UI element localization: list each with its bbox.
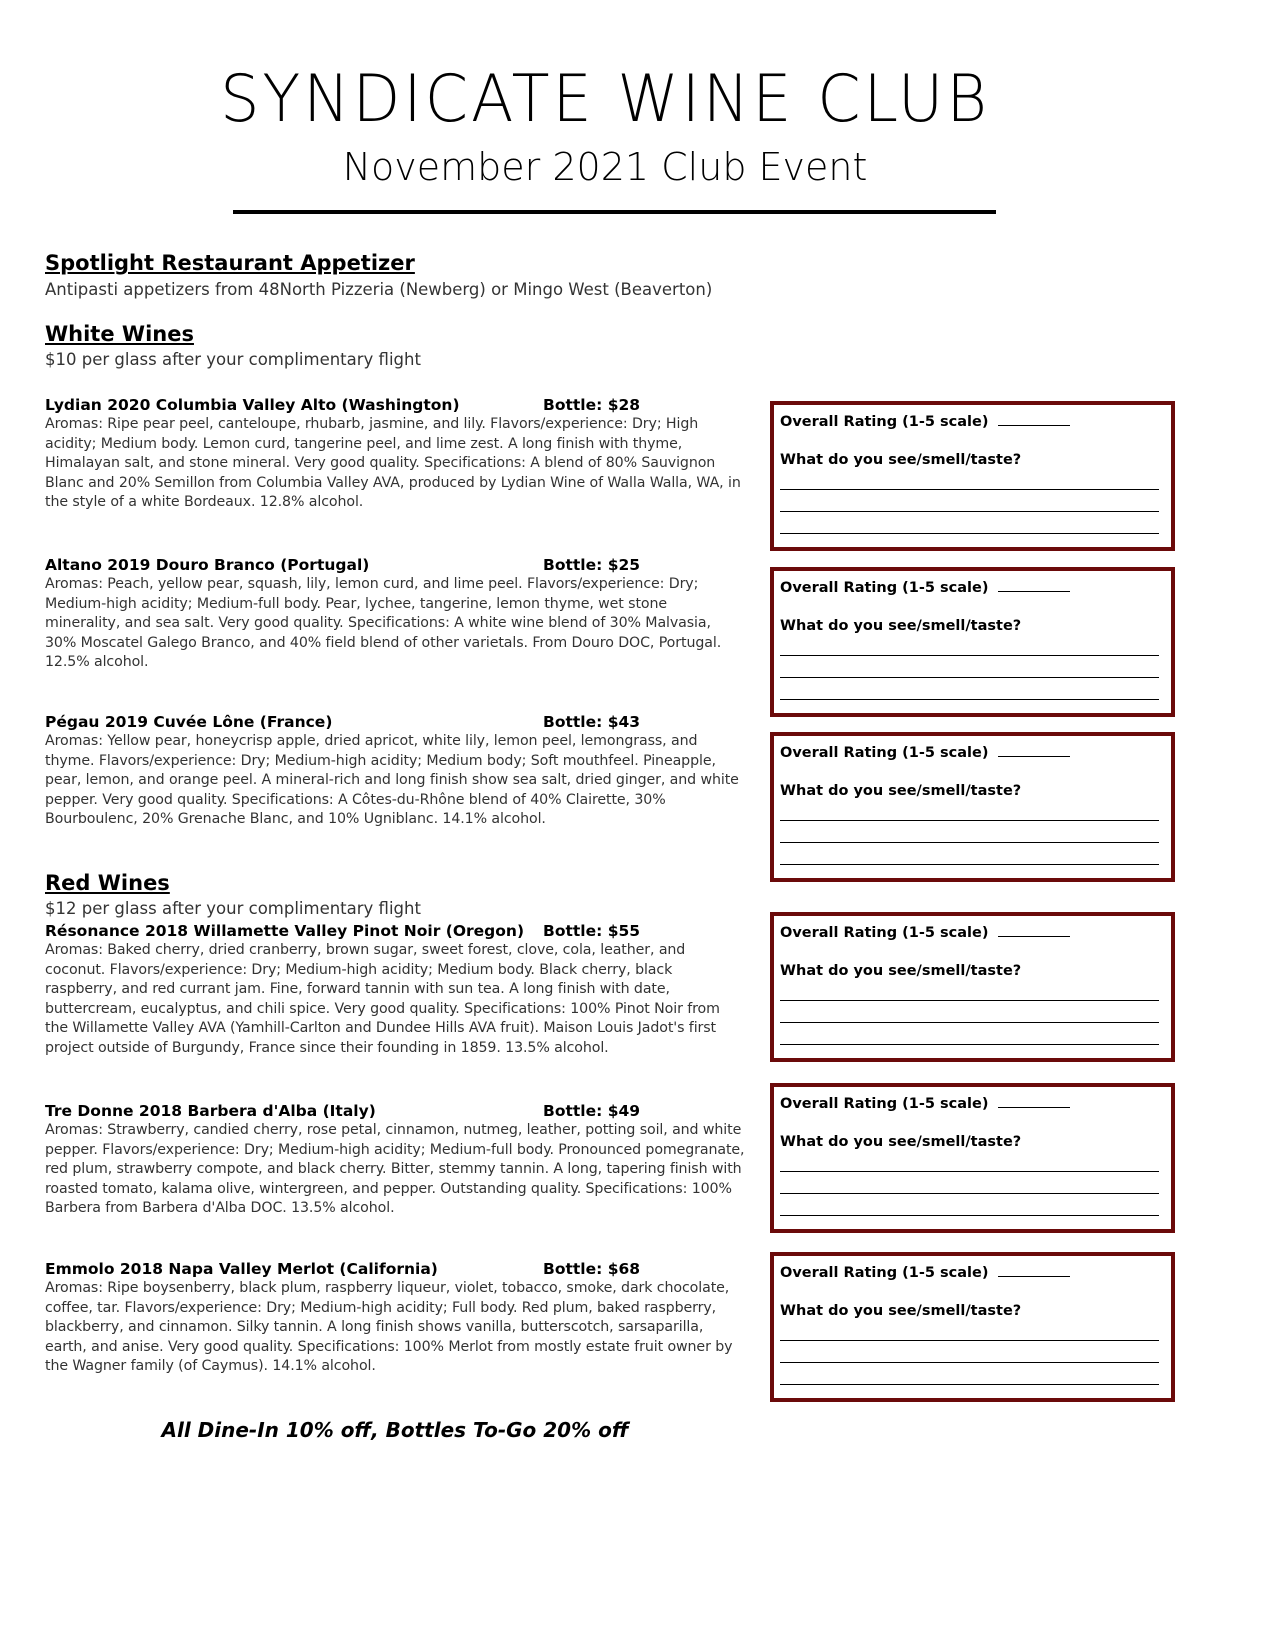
discount-footer: All Dine-In 10% off, Bottles To-Go 20% off (161, 1418, 629, 1442)
rating-input-line[interactable] (998, 924, 1070, 937)
notes-line[interactable] (780, 533, 1159, 534)
rating-input-line[interactable] (998, 744, 1070, 757)
rating-box (770, 732, 1175, 882)
bottle-price: Bottle: $28 (543, 396, 641, 414)
wine-entry (45, 921, 745, 1059)
notes-line[interactable] (780, 1340, 1159, 1341)
wine-entry (45, 555, 745, 673)
rating-input-line[interactable] (998, 1264, 1070, 1277)
wine-name: Pégau 2019 Cuvée Lône (France) (45, 713, 333, 731)
rating-box (770, 912, 1175, 1062)
notes-line[interactable] (780, 842, 1159, 843)
rating-label: Overall Rating (1-5 scale) (780, 580, 989, 596)
wine-description: Aromas: Ripe pear peel, canteloupe, rhubarb, jasmine, and lily. Flavors/experience: Dry; High acidity; Medium body. Lemon curd, tangerine peel, and lime zest. A long finish with thyme, Himalayan salt, and stone mineral. Very good quality. Specifications: A blend of 80% Sauvignon Blanc and 20% Semillon from Columbia Valley AVA, produced by Lydian Wine of Walla Walla, WA, in the style of a white Bordeaux. 12.8% alcohol. (45, 416, 741, 511)
notes-line[interactable] (780, 1362, 1159, 1363)
appetizer-text: Antipasti appetizers from 48North Pizzeria (Newberg) or Mingo West (Beaverton) (45, 280, 713, 299)
white-wines-price-note: $10 per glass after your complimentary flight (45, 350, 421, 369)
bottle-price: Bottle: $55 (543, 922, 641, 940)
red-wines-heading: Red Wines (45, 871, 170, 895)
rating-label: Overall Rating (1-5 scale) (780, 1265, 989, 1281)
wine-entry (45, 712, 745, 830)
rating-box (770, 1083, 1175, 1233)
tasting-question: What do you see/smell/taste? (780, 618, 1022, 634)
tasting-question: What do you see/smell/taste? (780, 452, 1022, 468)
rating-label: Overall Rating (1-5 scale) (780, 1096, 989, 1112)
rating-box (770, 401, 1175, 551)
rating-input-line[interactable] (998, 579, 1070, 592)
rating-label: Overall Rating (1-5 scale) (780, 925, 989, 941)
white-wines-heading: White Wines (45, 322, 194, 346)
bottle-price: Bottle: $68 (543, 1260, 641, 1278)
rating-input-line[interactable] (998, 1095, 1070, 1108)
red-wines-price-note: $12 per glass after your complimentary flight (45, 899, 421, 918)
notes-line[interactable] (780, 489, 1159, 490)
club-title: SYNDICATE WINE CLUB (220, 60, 990, 137)
wine-description: Aromas: Strawberry, candied cherry, rose petal, cinnamon, nutmeg, leather, potting soil, and white pepper. Flavors/experience: Dry; Medium-high acidity; Medium-full body. Pronounced pomegranate, red plum, strawberry compote, and black cherry. Bitter, stemmy tannin. A long, tapering finish with roasted tomato, kalama olive, wintergreen, and pepper. Outstanding quality. Specifications: 100% Barbera from Barbera d'Alba DOC. 13.5% alcohol. (45, 1122, 745, 1217)
notes-line[interactable] (780, 1215, 1159, 1216)
rating-label: Overall Rating (1-5 scale) (780, 414, 989, 430)
notes-line[interactable] (780, 699, 1159, 700)
wine-name: Tre Donne 2018 Barbera d'Alba (Italy) (45, 1102, 376, 1120)
header-divider (233, 210, 996, 214)
bottle-price: Bottle: $43 (543, 713, 641, 731)
wine-entry (45, 395, 745, 513)
wine-description: Aromas: Baked cherry, dried cranberry, brown sugar, sweet forest, clove, cola, leather, and coconut. Flavors/experience: Dry; Medium-high acidity; Medium body. Black cherry, black raspberry, and red currant jam. Fine, forward tannin with sun tea. A long finish with date, buttercream, eucalyptus, and chili spice. Very good quality. Specifications: 100% Pinot Noir from the Willamette Valley AVA (Yamhill-Carlton and Dundee Hills AVA fruit). Maison Louis Jadot's first project outside of Burgundy, France since their founding in 1859. 13.5% alcohol. (45, 942, 720, 1056)
notes-line[interactable] (780, 864, 1159, 865)
notes-line[interactable] (780, 1044, 1159, 1045)
notes-line[interactable] (780, 677, 1159, 678)
bottle-price: Bottle: $49 (543, 1102, 641, 1120)
tasting-question: What do you see/smell/taste? (780, 1303, 1022, 1319)
bottle-price: Bottle: $25 (543, 556, 641, 574)
notes-line[interactable] (780, 820, 1159, 821)
wine-name: Emmolo 2018 Napa Valley Merlot (California) (45, 1260, 438, 1278)
rating-input-line[interactable] (998, 413, 1070, 426)
wine-entry (45, 1259, 745, 1377)
wine-entry (45, 1101, 745, 1219)
notes-line[interactable] (780, 655, 1159, 656)
wine-description: Aromas: Ripe boysenberry, black plum, raspberry liqueur, violet, tobacco, smoke, dark chocolate, coffee, tar. Flavors/experience: Dry; Medium-high acidity; Full body. Red plum, baked raspberry, blackberry, and cinnamon. Silky tannin. A long finish shows vanilla, butterscotch, sarsaparilla, earth, and anise. Very good quality. Specifications: 100% Merlot from mostly estate fruit owner by the Wagner family (of Caymus). 14.1% alcohol. (45, 1280, 733, 1375)
wine-description: Aromas: Peach, yellow pear, squash, lily, lemon curd, and lime peel. Flavors/experience: Dry; Medium-high acidity; Medium-full body. Pear, lychee, tangerine, lemon thyme, wet stone minerality, and sea salt. Very good quality. Specifications: A white wine blend of 30% Malvasia, 30% Moscatel Galego Branco, and 40% field blend of other varietals. From Douro DOC, Portugal. 12.5% alcohol. (45, 576, 722, 671)
wine-description: Aromas: Yellow pear, honeycrisp apple, dried apricot, white lily, lemon peel, lemongrass, and thyme. Flavors/experience: Dry; Medium-high acidity; Medium body; Soft mouthfeel. Pineapple, pear, lemon, and orange peel. A mineral-rich and long finish show sea salt, dried ginger, and white pepper. Very good quality. Specifications: A Côtes-du-Rhône blend of 40% Clairette, 30% Bourboulenc, 20% Grenache Blanc, and 10% Ugniblanc. 14.1% alcohol. (45, 733, 739, 828)
wine-name: Lydian 2020 Columbia Valley Alto (Washington) (45, 396, 460, 414)
rating-box (770, 567, 1175, 717)
tasting-question: What do you see/smell/taste? (780, 963, 1022, 979)
event-subtitle: November 2021 Club Event (342, 145, 868, 189)
notes-line[interactable] (780, 511, 1159, 512)
notes-line[interactable] (780, 1022, 1159, 1023)
wine-name: Résonance 2018 Willamette Valley Pinot Noir (Oregon) (45, 922, 525, 940)
rating-box (770, 1252, 1175, 1402)
tasting-question: What do you see/smell/taste? (780, 783, 1022, 799)
notes-line[interactable] (780, 1000, 1159, 1001)
notes-line[interactable] (780, 1384, 1159, 1385)
appetizer-heading: Spotlight Restaurant Appetizer (45, 251, 415, 275)
rating-label: Overall Rating (1-5 scale) (780, 745, 989, 761)
notes-line[interactable] (780, 1193, 1159, 1194)
notes-line[interactable] (780, 1171, 1159, 1172)
tasting-question: What do you see/smell/taste? (780, 1134, 1022, 1150)
wine-name: Altano 2019 Douro Branco (Portugal) (45, 556, 370, 574)
